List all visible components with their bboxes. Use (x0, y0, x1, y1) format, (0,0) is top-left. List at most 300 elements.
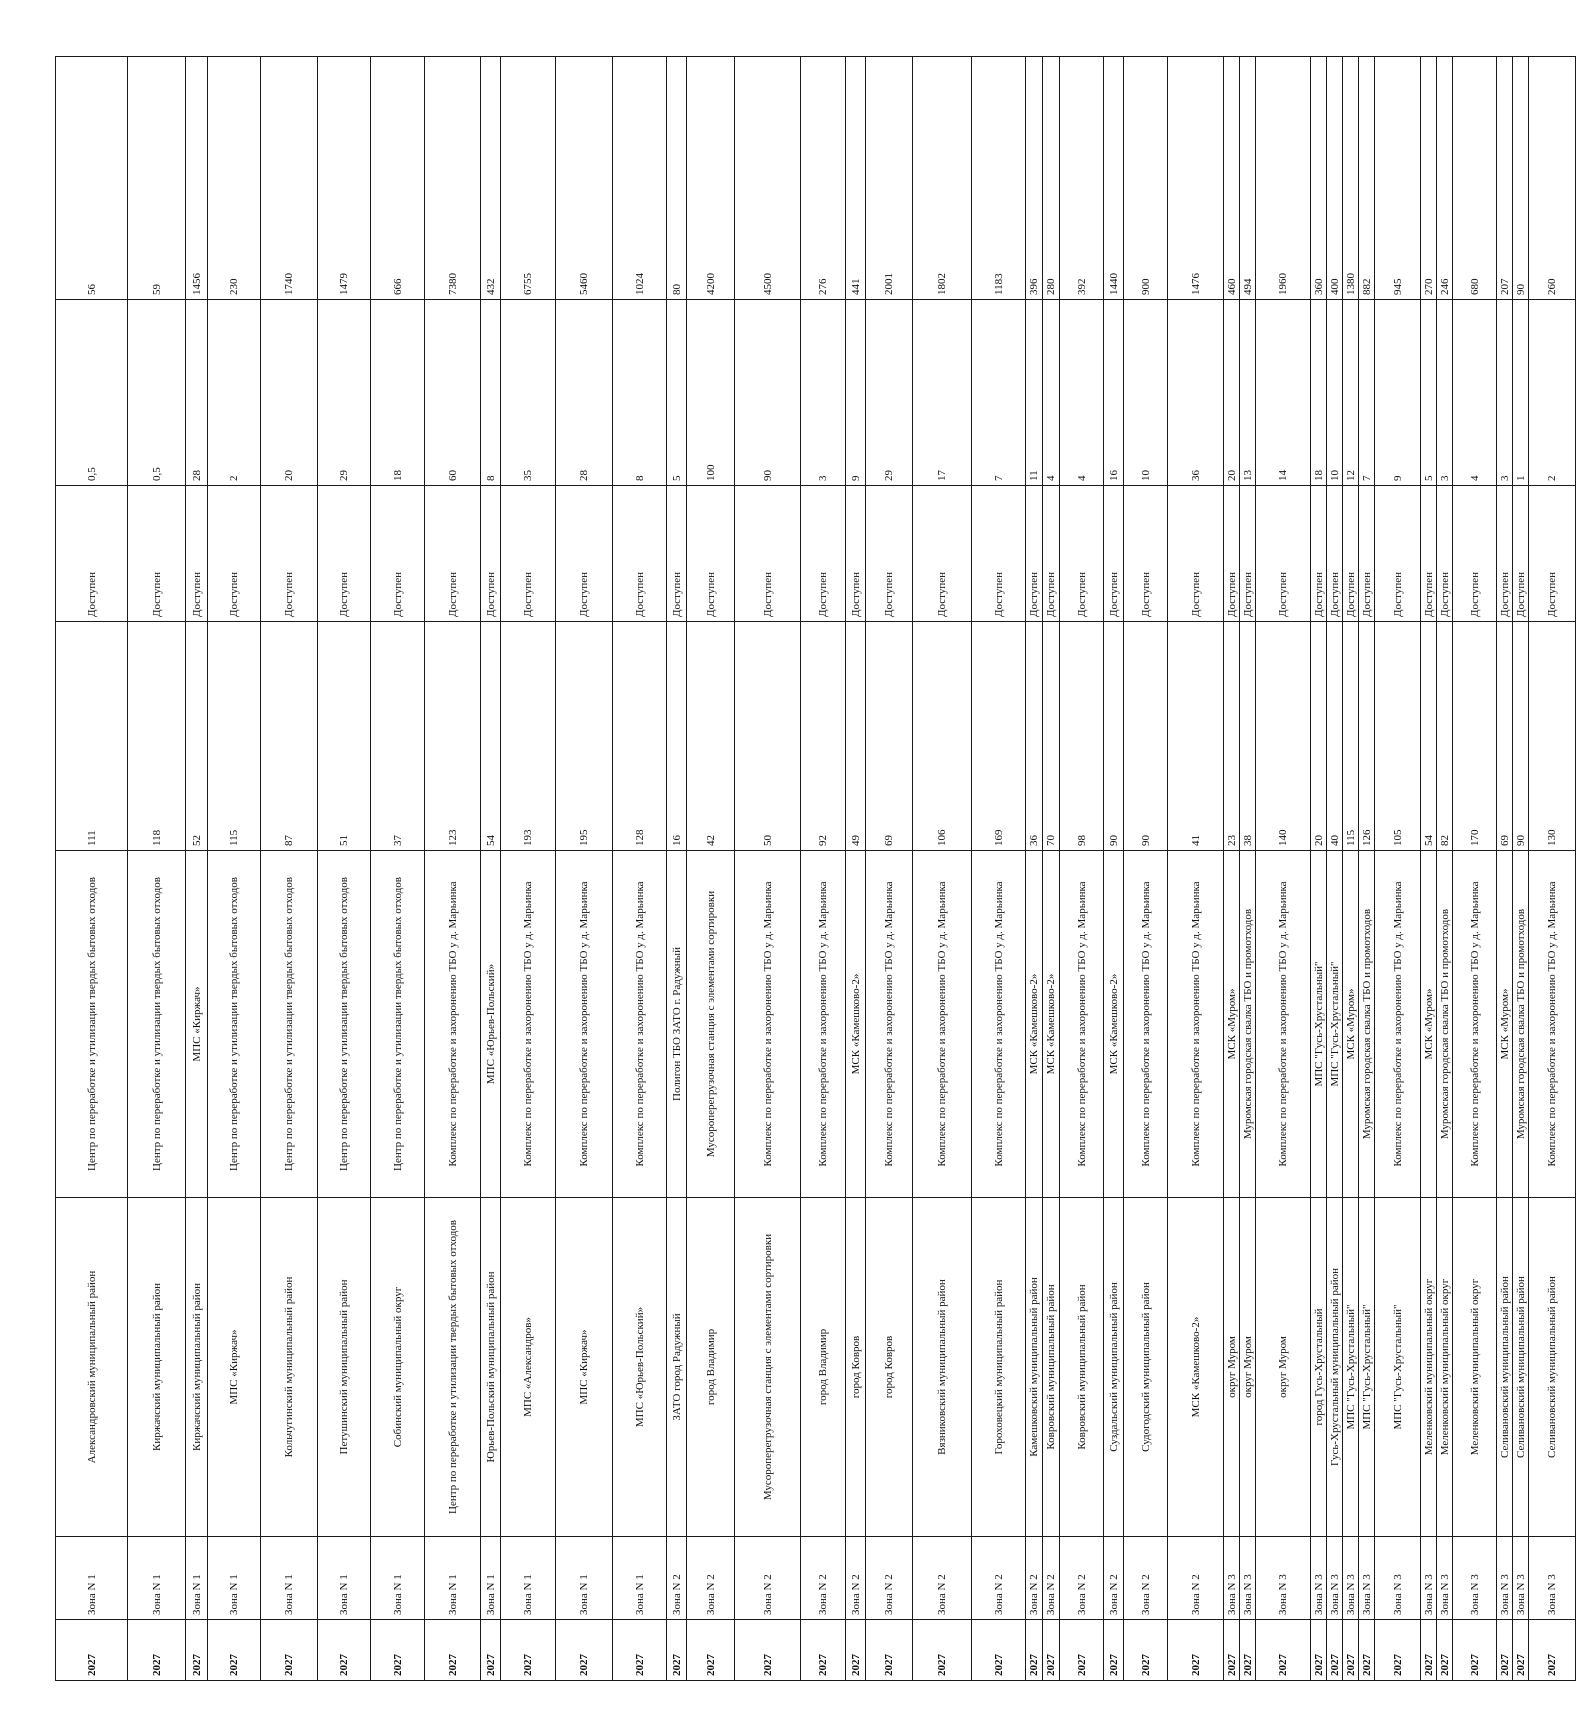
destination-facility-cell: Комплекс по переработке и захоронению ТБО у д. Марьинка (1168, 851, 1224, 1198)
destination-facility-cell: МСК «Муром» (1224, 851, 1240, 1198)
zone-cell: Зона N 2 (1060, 1537, 1104, 1620)
distance-cell: 128 (613, 622, 667, 851)
destination-facility-cell: Мусороперегрузочная станция с элементами сортировки (687, 851, 735, 1198)
table-row (1060, 57, 1104, 1681)
year-cell: 2027 (1343, 1620, 1359, 1681)
year-cell: 2027 (1168, 1620, 1224, 1681)
volume-cell: 5 (1421, 300, 1437, 486)
destination-facility-cell: МПС «Юрьев-Польский» (481, 851, 501, 1198)
mass-cell: 1740 (261, 57, 318, 300)
year-cell: 2027 (1529, 1620, 1576, 1681)
table-row (208, 57, 261, 1681)
volume-cell: 60 (425, 300, 481, 486)
year-cell: 2027 (687, 1620, 735, 1681)
source-municipality-cell: округ Муром (1224, 1198, 1240, 1537)
zone-cell: Зона N 3 (1375, 1537, 1421, 1620)
zone-cell: Зона N 2 (687, 1537, 735, 1620)
volume-cell: 9 (846, 300, 866, 486)
mass-cell: 207 (1497, 57, 1513, 300)
accessibility-cell: Доступен (1168, 486, 1224, 622)
mass-cell: 4200 (687, 57, 735, 300)
source-municipality-cell: Кольчугинский муниципальный район (261, 1198, 318, 1537)
source-municipality-cell: город Ковров (866, 1198, 913, 1537)
mass-cell: 945 (1375, 57, 1421, 300)
accessibility-cell: Доступен (1043, 486, 1060, 622)
table-row (1240, 57, 1256, 1681)
year-cell: 2027 (501, 1620, 556, 1681)
volume-cell: 3 (801, 300, 846, 486)
zone-cell: Зона N 3 (1497, 1537, 1513, 1620)
mass-cell: 59 (128, 57, 186, 300)
zone-cell: Зона N 1 (318, 1537, 371, 1620)
table-row (56, 57, 128, 1681)
distance-cell: 130 (1529, 622, 1576, 851)
source-municipality-cell: Петушинский муниципальный район (318, 1198, 371, 1537)
distance-cell: 38 (1240, 622, 1256, 851)
mass-cell: 56 (56, 57, 128, 300)
distance-cell: 54 (1421, 622, 1437, 851)
zone-cell: Зона N 1 (56, 1537, 128, 1620)
year-cell: 2027 (128, 1620, 186, 1681)
accessibility-cell: Доступен (1453, 486, 1497, 622)
source-municipality-cell: округ Муром (1240, 1198, 1256, 1537)
accessibility-cell: Доступен (425, 486, 481, 622)
year-cell: 2027 (972, 1620, 1026, 1681)
year-cell: 2027 (1513, 1620, 1529, 1681)
accessibility-cell: Доступен (1375, 486, 1421, 622)
mass-cell: 230 (208, 57, 261, 300)
destination-facility-cell: Комплекс по переработке и захоронению ТБО у д. Марьинка (972, 851, 1026, 1198)
volume-cell: 28 (186, 300, 208, 486)
volume-cell: 13 (1240, 300, 1256, 486)
volume-cell: 36 (1168, 300, 1224, 486)
rotated-table-wrapper (55, 56, 1558, 1681)
destination-facility-cell: Центр по переработке и утилизации твердых бытовых отходов (128, 851, 186, 1198)
zone-cell: Зона N 2 (1168, 1537, 1224, 1620)
table-row (913, 57, 972, 1681)
table-row (1168, 57, 1224, 1681)
source-municipality-cell: Юрьев-Польский муниципальный район (481, 1198, 501, 1537)
destination-facility-cell: МСК «Камешково-2» (1043, 851, 1060, 1198)
destination-facility-cell: Муромская городская свалка ТБО и промотходов (1359, 851, 1375, 1198)
accessibility-cell: Доступен (1104, 486, 1124, 622)
zone-cell: Зона N 2 (1124, 1537, 1168, 1620)
destination-facility-cell: МСК «Камешково-2» (1026, 851, 1043, 1198)
mass-cell: 280 (1043, 57, 1060, 300)
accessibility-cell: Доступен (1359, 486, 1375, 622)
distance-cell: 42 (687, 622, 735, 851)
table-row (556, 57, 613, 1681)
destination-facility-cell: Комплекс по переработке и захоронению ТБО у д. Марьинка (556, 851, 613, 1198)
table-row (1421, 57, 1437, 1681)
zone-cell: Зона N 3 (1256, 1537, 1311, 1620)
mass-cell: 6755 (501, 57, 556, 300)
accessibility-cell: Доступен (208, 486, 261, 622)
volume-cell: 28 (556, 300, 613, 486)
table-row (1256, 57, 1311, 1681)
zone-cell: Зона N 3 (1453, 1537, 1497, 1620)
destination-facility-cell: МСК «Камешково-2» (1104, 851, 1124, 1198)
destination-facility-cell: Комплекс по переработке и захоронению ТБО у д. Марьинка (1124, 851, 1168, 1198)
mass-cell: 1024 (613, 57, 667, 300)
mass-cell: 900 (1124, 57, 1168, 300)
accessibility-cell: Доступен (1240, 486, 1256, 622)
source-municipality-cell: МСК «Камешково-2» (1168, 1198, 1224, 1537)
mass-cell: 360 (1311, 57, 1327, 300)
year-cell: 2027 (1359, 1620, 1375, 1681)
distance-cell: 115 (208, 622, 261, 851)
distance-cell: 52 (186, 622, 208, 851)
volume-cell: 12 (1343, 300, 1359, 486)
accessibility-cell: Доступен (1497, 486, 1513, 622)
accessibility-cell: Доступен (318, 486, 371, 622)
zone-cell: Зона N 2 (1043, 1537, 1060, 1620)
destination-facility-cell: Комплекс по переработке и захоронению ТБО у д. Марьинка (801, 851, 846, 1198)
zone-cell: Зона N 1 (481, 1537, 501, 1620)
mass-cell: 2001 (866, 57, 913, 300)
table-row (667, 57, 687, 1681)
zone-cell: Зона N 3 (1421, 1537, 1437, 1620)
accessibility-cell: Доступен (371, 486, 425, 622)
year-cell: 2027 (1453, 1620, 1497, 1681)
destination-facility-cell: Муромская городская свалка ТБО и промотходов (1437, 851, 1453, 1198)
volume-cell: 10 (1327, 300, 1343, 486)
mass-cell: 270 (1421, 57, 1437, 300)
year-cell: 2027 (1311, 1620, 1327, 1681)
table-row (1375, 57, 1421, 1681)
accessibility-cell: Доступен (613, 486, 667, 622)
year-cell: 2027 (1060, 1620, 1104, 1681)
volume-cell: 4 (1453, 300, 1497, 486)
year-cell: 2027 (913, 1620, 972, 1681)
table-row (972, 57, 1026, 1681)
accessibility-cell: Доступен (1529, 486, 1576, 622)
destination-facility-cell: Центр по переработке и утилизации твердых бытовых отходов (318, 851, 371, 1198)
zone-cell: Зона N 2 (1104, 1537, 1124, 1620)
table-row (687, 57, 735, 1681)
destination-facility-cell: МПС "Гусь-Хрустальный" (1311, 851, 1327, 1198)
mass-cell: 1476 (1168, 57, 1224, 300)
mass-cell: 680 (1453, 57, 1497, 300)
accessibility-cell: Доступен (1513, 486, 1529, 622)
source-municipality-cell: Селивановский муниципальный район (1497, 1198, 1513, 1537)
volume-cell: 20 (261, 300, 318, 486)
destination-facility-cell: Центр по переработке и утилизации твердых бытовых отходов (208, 851, 261, 1198)
mass-cell: 246 (1437, 57, 1453, 300)
year-cell: 2027 (667, 1620, 687, 1681)
zone-cell: Зона N 1 (613, 1537, 667, 1620)
source-municipality-cell: округ Муром (1256, 1198, 1311, 1537)
source-municipality-cell: Судогодский муниципальный район (1124, 1198, 1168, 1537)
mass-cell: 1456 (186, 57, 208, 300)
mass-cell: 666 (371, 57, 425, 300)
zone-cell: Зона N 3 (1359, 1537, 1375, 1620)
table-body (56, 57, 1576, 1681)
volume-cell: 1 (1513, 300, 1529, 486)
year-cell: 2027 (1421, 1620, 1437, 1681)
table-row (1529, 57, 1576, 1681)
zone-cell: Зона N 2 (913, 1537, 972, 1620)
volume-cell: 90 (735, 300, 801, 486)
year-cell: 2027 (1043, 1620, 1060, 1681)
volume-cell: 2 (1529, 300, 1576, 486)
distance-cell: 106 (913, 622, 972, 851)
zone-cell: Зона N 3 (1529, 1537, 1576, 1620)
distance-cell: 90 (1104, 622, 1124, 851)
distance-cell: 115 (1343, 622, 1359, 851)
year-cell: 2027 (1104, 1620, 1124, 1681)
distance-cell: 50 (735, 622, 801, 851)
distance-cell: 169 (972, 622, 1026, 851)
distance-cell: 51 (318, 622, 371, 851)
source-municipality-cell: Центр по переработке и утилизации твердых бытовых отходов (425, 1198, 481, 1537)
accessibility-cell: Доступен (667, 486, 687, 622)
mass-cell: 1380 (1343, 57, 1359, 300)
mass-cell: 494 (1240, 57, 1256, 300)
table-row (261, 57, 318, 1681)
destination-facility-cell: Комплекс по переработке и захоронению ТБО у д. Марьинка (1060, 851, 1104, 1198)
mass-cell: 1960 (1256, 57, 1311, 300)
zone-cell: Зона N 3 (1240, 1537, 1256, 1620)
table-row (1513, 57, 1529, 1681)
table-row (186, 57, 208, 1681)
accessibility-cell: Доступен (1311, 486, 1327, 622)
source-municipality-cell: Гусь-Хрустальный муниципальный район (1327, 1198, 1343, 1537)
volume-cell: 100 (687, 300, 735, 486)
accessibility-cell: Доступен (913, 486, 972, 622)
volume-cell: 18 (1311, 300, 1327, 486)
zone-cell: Зона N 2 (972, 1537, 1026, 1620)
table-row (1327, 57, 1343, 1681)
year-cell: 2027 (481, 1620, 501, 1681)
volume-cell: 4 (1043, 300, 1060, 486)
zone-cell: Зона N 1 (501, 1537, 556, 1620)
mass-cell: 1183 (972, 57, 1026, 300)
volume-cell: 4 (1060, 300, 1104, 486)
zone-cell: Зона N 1 (186, 1537, 208, 1620)
source-municipality-cell: Киржачский муниципальный район (186, 1198, 208, 1537)
distance-cell: 126 (1359, 622, 1375, 851)
zone-cell: Зона N 3 (1437, 1537, 1453, 1620)
source-municipality-cell: МПС «Юрьев-Польский» (613, 1198, 667, 1537)
table-row (371, 57, 425, 1681)
destination-facility-cell: Комплекс по переработке и захоронению ТБО у д. Марьинка (425, 851, 481, 1198)
year-cell: 2027 (846, 1620, 866, 1681)
mass-cell: 1440 (1104, 57, 1124, 300)
volume-cell: 5 (667, 300, 687, 486)
accessibility-cell: Доступен (1124, 486, 1168, 622)
source-municipality-cell: Меленковский муниципальный округ (1453, 1198, 1497, 1537)
table-row (735, 57, 801, 1681)
accessibility-cell: Доступен (261, 486, 318, 622)
zone-cell: Зона N 1 (208, 1537, 261, 1620)
source-municipality-cell: МПС «Александров» (501, 1198, 556, 1537)
distance-cell: 87 (261, 622, 318, 851)
table-row (128, 57, 186, 1681)
zone-cell: Зона N 2 (667, 1537, 687, 1620)
source-municipality-cell: город Владимир (801, 1198, 846, 1537)
volume-cell: 7 (1359, 300, 1375, 486)
accessibility-cell: Доступен (972, 486, 1026, 622)
zone-cell: Зона N 2 (1026, 1537, 1043, 1620)
volume-cell: 7 (972, 300, 1026, 486)
year-cell: 2027 (56, 1620, 128, 1681)
destination-facility-cell: Комплекс по переработке и захоронению ТБО у д. Марьинка (866, 851, 913, 1198)
mass-cell: 396 (1026, 57, 1043, 300)
year-cell: 2027 (1124, 1620, 1168, 1681)
mass-cell: 5460 (556, 57, 613, 300)
source-municipality-cell: город Гусь-Хрустальный (1311, 1198, 1327, 1537)
table-row (1124, 57, 1168, 1681)
table-row (1311, 57, 1327, 1681)
volume-cell: 10 (1124, 300, 1168, 486)
distance-cell: 41 (1168, 622, 1224, 851)
destination-facility-cell: МСК «Муром» (1497, 851, 1513, 1198)
accessibility-cell: Доступен (687, 486, 735, 622)
accessibility-cell: Доступен (1327, 486, 1343, 622)
accessibility-cell: Доступен (186, 486, 208, 622)
waste-flow-table (55, 56, 1576, 1681)
table-row (1359, 57, 1375, 1681)
year-cell: 2027 (425, 1620, 481, 1681)
table-row (866, 57, 913, 1681)
source-municipality-cell: Ковровский муниципальный район (1060, 1198, 1104, 1537)
table-row (1104, 57, 1124, 1681)
accessibility-cell: Доступен (735, 486, 801, 622)
accessibility-cell: Доступен (128, 486, 186, 622)
volume-cell: 2 (208, 300, 261, 486)
accessibility-cell: Доступен (501, 486, 556, 622)
destination-facility-cell: МСК «Муром» (1343, 851, 1359, 1198)
distance-cell: 36 (1026, 622, 1043, 851)
distance-cell: 92 (801, 622, 846, 851)
source-municipality-cell: город Ковров (846, 1198, 866, 1537)
destination-facility-cell: Комплекс по переработке и захоронению ТБО у д. Марьинка (613, 851, 667, 1198)
destination-facility-cell: Центр по переработке и утилизации твердых бытовых отходов (261, 851, 318, 1198)
volume-cell: 3 (1437, 300, 1453, 486)
destination-facility-cell: Муромская городская свалка ТБО и промотходов (1513, 851, 1529, 1198)
distance-cell: 193 (501, 622, 556, 851)
year-cell: 2027 (1224, 1620, 1240, 1681)
year-cell: 2027 (261, 1620, 318, 1681)
distance-cell: 37 (371, 622, 425, 851)
table-row (1497, 57, 1513, 1681)
year-cell: 2027 (318, 1620, 371, 1681)
mass-cell: 1479 (318, 57, 371, 300)
table-row (481, 57, 501, 1681)
mass-cell: 460 (1224, 57, 1240, 300)
distance-cell: 54 (481, 622, 501, 851)
accessibility-cell: Доступен (801, 486, 846, 622)
year-cell: 2027 (1256, 1620, 1311, 1681)
table-row (318, 57, 371, 1681)
accessibility-cell: Доступен (1026, 486, 1043, 622)
table-row (1437, 57, 1453, 1681)
volume-cell: 35 (501, 300, 556, 486)
source-municipality-cell: Камешковский муниципальный район (1026, 1198, 1043, 1537)
table-row (1043, 57, 1060, 1681)
distance-cell: 69 (1497, 622, 1513, 851)
destination-facility-cell: МПС «Киржач» (186, 851, 208, 1198)
distance-cell: 118 (128, 622, 186, 851)
zone-cell: Зона N 3 (1224, 1537, 1240, 1620)
destination-facility-cell: Полигон ТБО ЗАТО г. Радужный (667, 851, 687, 1198)
distance-cell: 82 (1437, 622, 1453, 851)
source-municipality-cell: Меленковский муниципальный округ (1437, 1198, 1453, 1537)
mass-cell: 276 (801, 57, 846, 300)
year-cell: 2027 (613, 1620, 667, 1681)
year-cell: 2027 (208, 1620, 261, 1681)
mass-cell: 400 (1327, 57, 1343, 300)
mass-cell: 1802 (913, 57, 972, 300)
source-municipality-cell: МПС "Гусь-Хрустальный" (1359, 1198, 1375, 1537)
destination-facility-cell: МПС "Гусь-Хрустальный" (1327, 851, 1343, 1198)
destination-facility-cell: Центр по переработке и утилизации твердых бытовых отходов (371, 851, 425, 1198)
table-row (1224, 57, 1240, 1681)
source-municipality-cell: Селивановский муниципальный район (1513, 1198, 1529, 1537)
table-row (801, 57, 846, 1681)
distance-cell: 98 (1060, 622, 1104, 851)
source-municipality-cell: Гороховецкий муниципальный район (972, 1198, 1026, 1537)
destination-facility-cell: Комплекс по переработке и захоронению ТБО у д. Марьинка (1453, 851, 1497, 1198)
distance-cell: 140 (1256, 622, 1311, 851)
accessibility-cell: Доступен (866, 486, 913, 622)
year-cell: 2027 (1375, 1620, 1421, 1681)
volume-cell: 29 (318, 300, 371, 486)
mass-cell: 441 (846, 57, 866, 300)
year-cell: 2027 (1026, 1620, 1043, 1681)
source-municipality-cell: Суздальский муниципальный район (1104, 1198, 1124, 1537)
table-row (501, 57, 556, 1681)
year-cell: 2027 (556, 1620, 613, 1681)
mass-cell: 432 (481, 57, 501, 300)
mass-cell: 392 (1060, 57, 1104, 300)
zone-cell: Зона N 2 (735, 1537, 801, 1620)
table-row (1343, 57, 1359, 1681)
source-municipality-cell: Вязниковский муниципальный район (913, 1198, 972, 1537)
source-municipality-cell: город Владимир (687, 1198, 735, 1537)
destination-facility-cell: Комплекс по переработке и захоронению ТБО у д. Марьинка (1375, 851, 1421, 1198)
destination-facility-cell: Комплекс по переработке и захоронению ТБО у д. Марьинка (1256, 851, 1311, 1198)
accessibility-cell: Доступен (846, 486, 866, 622)
volume-cell: 8 (613, 300, 667, 486)
distance-cell: 40 (1327, 622, 1343, 851)
table-row (425, 57, 481, 1681)
destination-facility-cell: Комплекс по переработке и захоронению ТБО у д. Марьинка (735, 851, 801, 1198)
source-municipality-cell: МПС «Киржач» (208, 1198, 261, 1537)
source-municipality-cell: Мусороперегрузочная станция с элементами сортировки (735, 1198, 801, 1537)
distance-cell: 123 (425, 622, 481, 851)
accessibility-cell: Доступен (556, 486, 613, 622)
year-cell: 2027 (735, 1620, 801, 1681)
distance-cell: 16 (667, 622, 687, 851)
accessibility-cell: Доступен (481, 486, 501, 622)
source-municipality-cell: Ковровский муниципальный район (1043, 1198, 1060, 1537)
distance-cell: 170 (1453, 622, 1497, 851)
mass-cell: 882 (1359, 57, 1375, 300)
accessibility-cell: Доступен (1224, 486, 1240, 622)
year-cell: 2027 (1437, 1620, 1453, 1681)
destination-facility-cell: МСК «Муром» (1421, 851, 1437, 1198)
destination-facility-cell: Центр по переработке и утилизации твердых бытовых отходов (56, 851, 128, 1198)
mass-cell: 260 (1529, 57, 1576, 300)
zone-cell: Зона N 3 (1311, 1537, 1327, 1620)
accessibility-cell: Доступен (1343, 486, 1359, 622)
year-cell: 2027 (1497, 1620, 1513, 1681)
volume-cell: 0,5 (128, 300, 186, 486)
distance-cell: 23 (1224, 622, 1240, 851)
year-cell: 2027 (1327, 1620, 1343, 1681)
